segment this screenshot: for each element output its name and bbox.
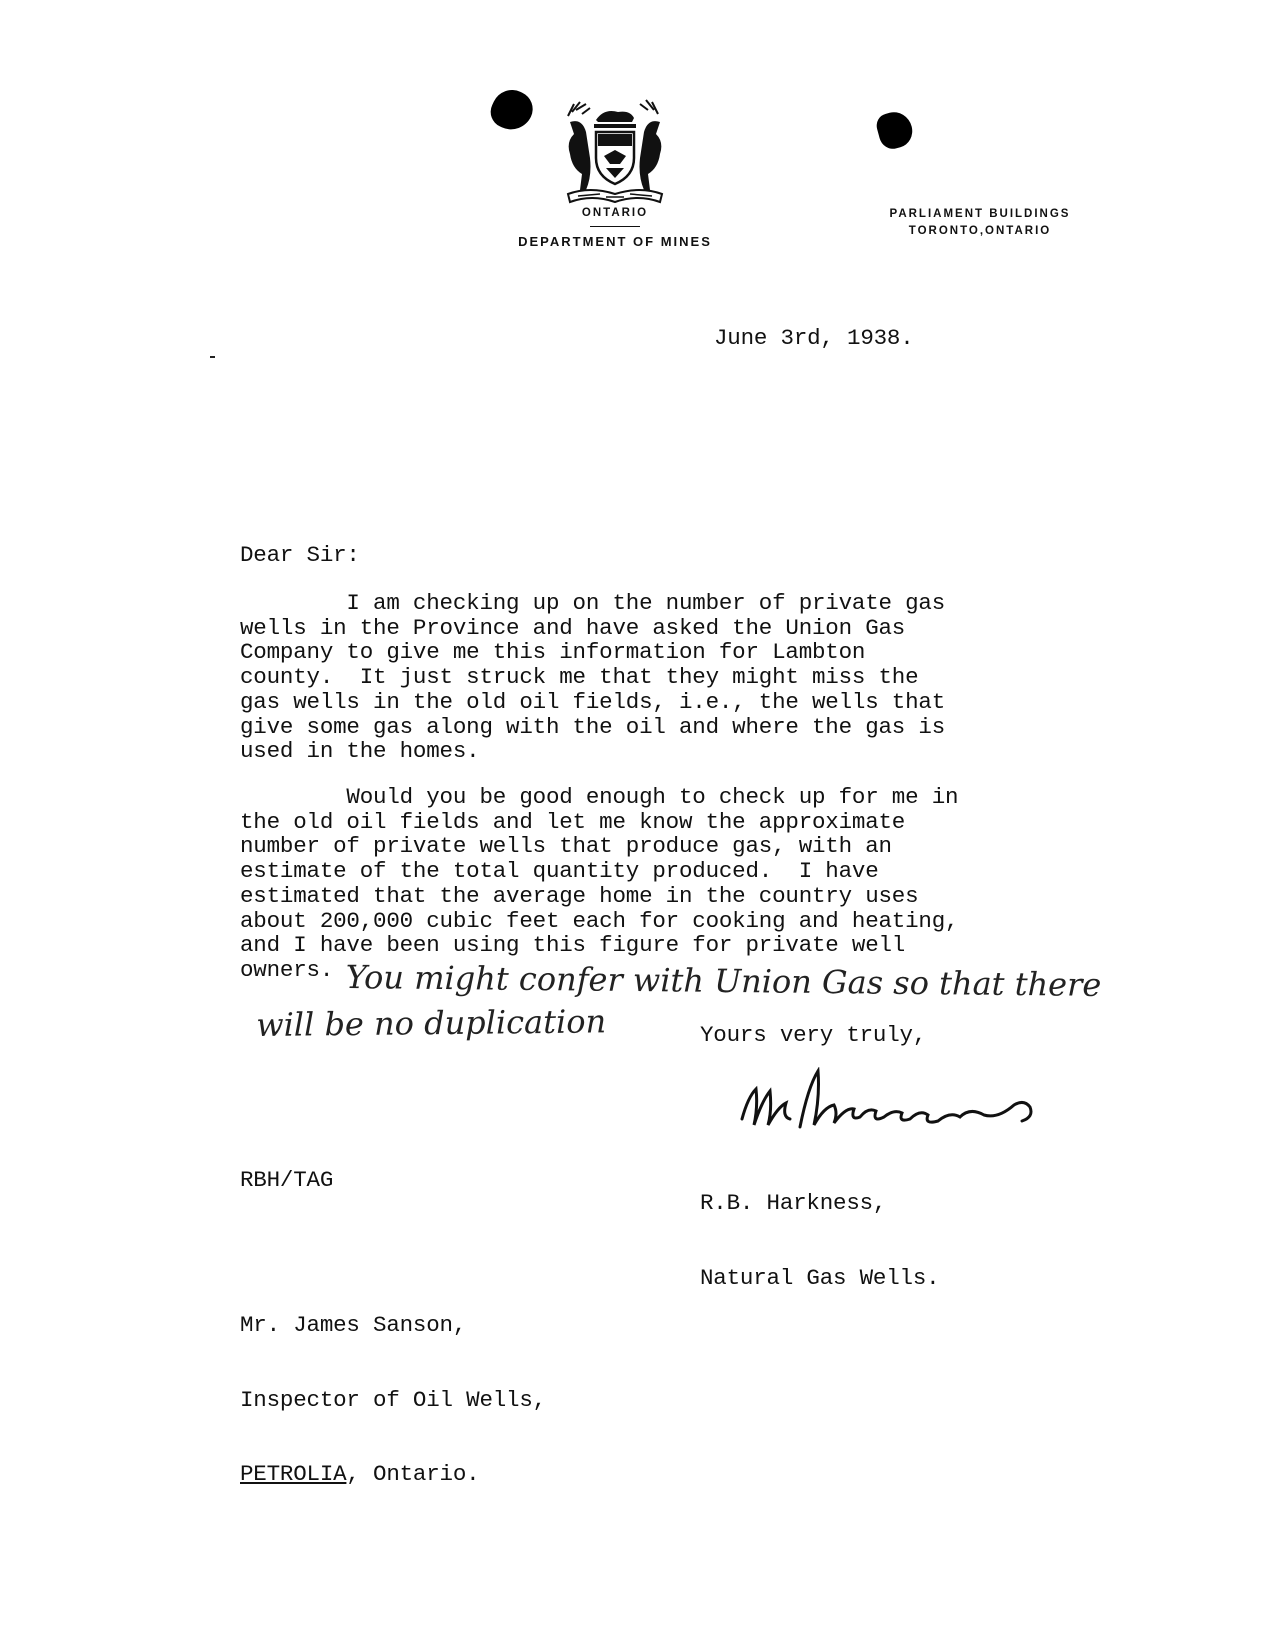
addressee-province: , Ontario. <box>346 1460 480 1487</box>
signer-title: Natural Gas Wells. <box>700 1264 940 1291</box>
address-line-1: PARLIAMENT BUILDINGS <box>889 208 1071 220</box>
reference-initials: RBH/TAG <box>240 1167 334 1193</box>
letterhead-department: DEPARTMENT OF MINES <box>518 234 712 249</box>
letterhead-province: ONTARIO <box>581 207 649 219</box>
signer-block <box>700 1142 939 1315</box>
paper-speck <box>210 356 215 358</box>
addressee-name: Mr. James Sanson, <box>240 1312 467 1339</box>
handwritten-signature-icon <box>738 1067 1058 1137</box>
ink-blot-icon <box>874 108 916 152</box>
letter-date: June 3rd, 1938. <box>714 325 914 351</box>
closing: Yours very truly, <box>700 1022 927 1048</box>
addressee-title: Inspector of Oil Wells, <box>240 1386 546 1413</box>
signer-name: R.B. Harkness, <box>700 1190 887 1217</box>
body-paragraph-1: I am checking up on the number of private gas wells in the Province and have asked the Union Gas Company to give me this information for Lambton county. It just struck me that they might miss the gas wells in the old oil fields, i.e., the wells that give some gas along with the oil and where the gas is used in the homes. <box>240 590 946 765</box>
addressee-location <box>240 1462 546 1487</box>
handwritten-note-line-1: You might confer with Union Gas so that there <box>345 958 1102 1004</box>
body-paragraph-2: Would you be good enough to check up for me in the old oil fields and let me know the approximate number of private wells that produce gas, with an estimate of the total quantity produced. I have estimated that the average home in the country uses about 200,000 cubic feet each for cooking and heating, and I have been using this figure for private well owners. <box>240 784 959 983</box>
addressee-city: PETROLIA <box>240 1460 347 1487</box>
handwritten-note-line-2: will be no duplication <box>256 1002 607 1044</box>
ontario-coat-of-arms-icon <box>560 98 670 208</box>
letterhead-divider <box>590 226 640 227</box>
address-line-2: TORONTO,ONTARIO <box>908 225 1052 237</box>
letterhead-address <box>870 206 1090 240</box>
addressee-block <box>240 1264 546 1511</box>
ink-blot-icon <box>485 83 538 136</box>
salutation: Dear Sir: <box>240 542 360 568</box>
